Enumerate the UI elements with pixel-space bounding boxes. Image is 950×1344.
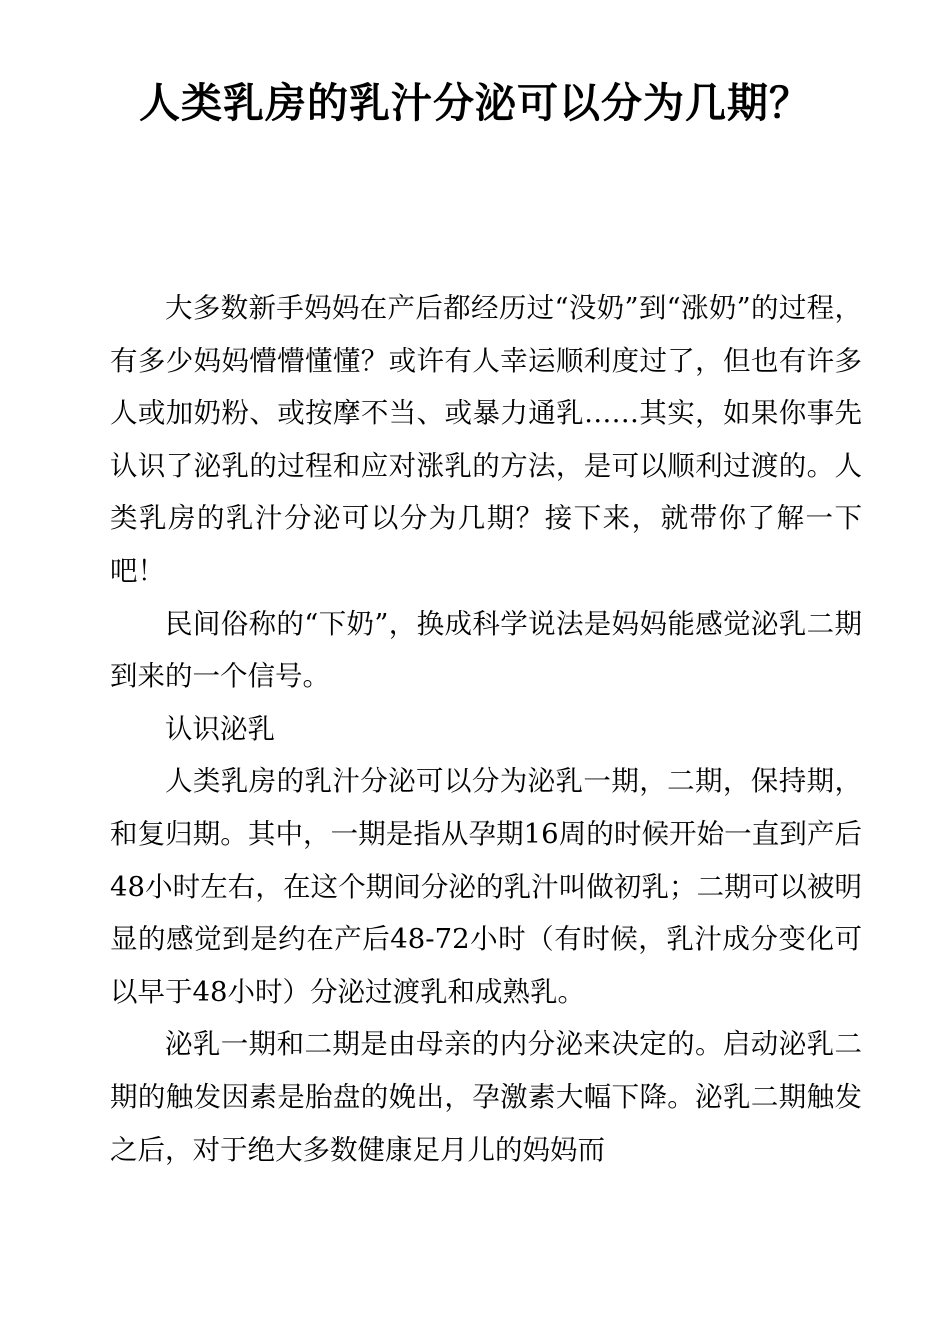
paragraph-intro: 大多数新手妈妈在产后都经历过“没奶”到“涨奶”的过程，有多少妈妈懵懵懂懂？或许有人幸运顺利度过了，但也有许多人或加奶粉、或按摩不当、或暴力通乳……其实，如果你事先认识了泌乳的过程和应对涨乳的方法，是可以顺利过渡的。人类乳房的乳汁分泌可以分为几期？接下来，就带你了解一下吧！ xyxy=(110,292,862,587)
paragraph-endocrine: 泌乳一期和二期是由母亲的内分泌来决定的。启动泌乳二期的触发因素是胎盘的娩出，孕激素大幅下降。泌乳二期触发之后，对于绝大多数健康足月儿的妈妈而 xyxy=(110,1028,862,1166)
document-body xyxy=(110,282,862,1176)
section-heading-renshi-miru: 认识泌乳 xyxy=(165,712,275,745)
document-title: 人类乳房的乳汁分泌可以分为几期？ xyxy=(139,79,811,127)
paragraph-lactation-stages: 人类乳房的乳汁分泌可以分为泌乳一期，二期，保持期，和复归期。其中，一期是指从孕期16周的时候开始一直到产后48小时左右，在这个期间分泌的乳汁叫做初乳；二期可以被明显的感觉到是约在产后48-72小时（有时候，乳汁成分变化可以早于48小时）分泌过渡乳和成熟乳。 xyxy=(110,765,862,1008)
paragraph-xianai: 民间俗称的“下奶”，换成科学说法是妈妈能感觉泌乳二期到来的一个信号。 xyxy=(110,607,862,693)
